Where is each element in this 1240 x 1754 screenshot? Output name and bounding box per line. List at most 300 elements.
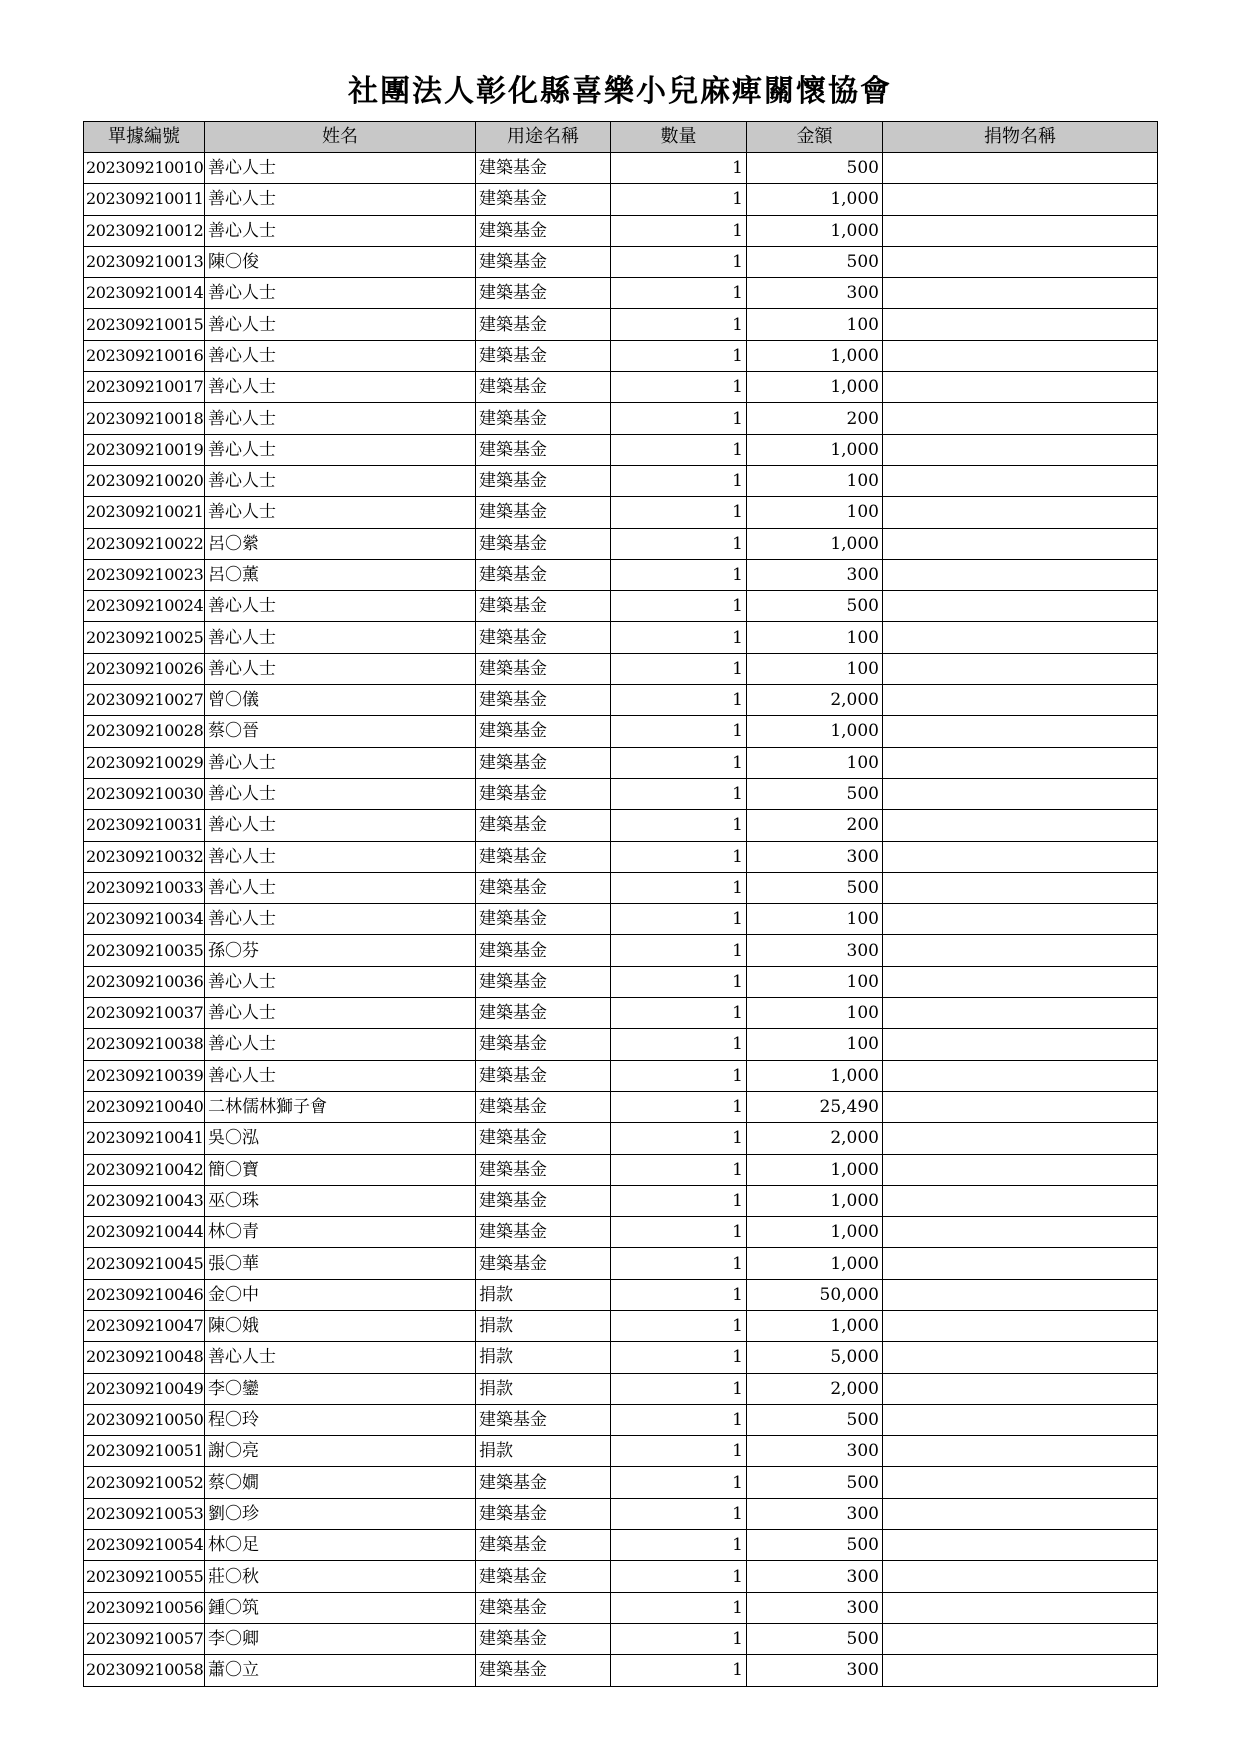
table-row (84, 841, 1158, 872)
cell-name: 林〇青 (205, 1217, 476, 1248)
cell-amount: 300 (747, 841, 883, 872)
cell-donated-item (883, 184, 1158, 215)
cell-quantity: 1 (611, 372, 747, 403)
table-row (84, 1310, 1158, 1341)
table-row (84, 622, 1158, 653)
cell-name: 蔡〇嫺 (205, 1467, 476, 1498)
table-row (84, 403, 1158, 434)
cell-receipt-no: 202309210044 (84, 1217, 205, 1248)
cell-receipt-no: 202309210049 (84, 1373, 205, 1404)
cell-amount: 1,000 (747, 434, 883, 465)
cell-quantity: 1 (611, 622, 747, 653)
cell-quantity: 1 (611, 1592, 747, 1623)
cell-quantity: 1 (611, 841, 747, 872)
table-row (84, 1561, 1158, 1592)
table-row (84, 966, 1158, 997)
cell-name: 善心人士 (205, 653, 476, 684)
table-row (84, 1436, 1158, 1467)
cell-name: 善心人士 (205, 309, 476, 340)
cell-receipt-no: 202309210041 (84, 1123, 205, 1154)
cell-name: 二林儒林獅子會 (205, 1091, 476, 1122)
cell-amount: 50,000 (747, 1279, 883, 1310)
cell-name: 善心人士 (205, 434, 476, 465)
cell-name: 善心人士 (205, 904, 476, 935)
cell-receipt-no: 202309210013 (84, 246, 205, 277)
cell-amount: 300 (747, 1436, 883, 1467)
cell-amount: 100 (747, 622, 883, 653)
cell-receipt-no: 202309210037 (84, 998, 205, 1029)
cell-amount: 1,000 (747, 1248, 883, 1279)
cell-donated-item (883, 1310, 1158, 1341)
table-row (84, 278, 1158, 309)
cell-receipt-no: 202309210017 (84, 372, 205, 403)
table-row (84, 1467, 1158, 1498)
cell-receipt-no: 202309210048 (84, 1342, 205, 1373)
cell-purpose: 捐款 (476, 1342, 611, 1373)
cell-donated-item (883, 1154, 1158, 1185)
cell-donated-item (883, 622, 1158, 653)
cell-name: 李〇卿 (205, 1623, 476, 1654)
cell-donated-item (883, 1655, 1158, 1686)
cell-name: 善心人士 (205, 278, 476, 309)
cell-purpose: 建築基金 (476, 1185, 611, 1216)
cell-purpose: 建築基金 (476, 372, 611, 403)
cell-quantity: 1 (611, 1623, 747, 1654)
cell-receipt-no: 202309210045 (84, 1248, 205, 1279)
cell-purpose: 建築基金 (476, 1029, 611, 1060)
cell-amount: 1,000 (747, 1060, 883, 1091)
table-row (84, 1154, 1158, 1185)
cell-donated-item (883, 1279, 1158, 1310)
cell-receipt-no: 202309210042 (84, 1154, 205, 1185)
cell-donated-item (883, 998, 1158, 1029)
cell-receipt-no: 202309210026 (84, 653, 205, 684)
cell-donated-item (883, 528, 1158, 559)
cell-name: 善心人士 (205, 1060, 476, 1091)
cell-quantity: 1 (611, 153, 747, 184)
cell-purpose: 建築基金 (476, 403, 611, 434)
cell-name: 鍾〇筑 (205, 1592, 476, 1623)
cell-quantity: 1 (611, 966, 747, 997)
cell-quantity: 1 (611, 1373, 747, 1404)
cell-quantity: 1 (611, 872, 747, 903)
cell-donated-item (883, 1248, 1158, 1279)
cell-receipt-no: 202309210055 (84, 1561, 205, 1592)
cell-amount: 500 (747, 246, 883, 277)
cell-amount: 1,000 (747, 1154, 883, 1185)
cell-donated-item (883, 653, 1158, 684)
cell-name: 善心人士 (205, 998, 476, 1029)
cell-purpose: 建築基金 (476, 1530, 611, 1561)
column-header-purpose: 用途名稱 (476, 122, 611, 153)
cell-receipt-no: 202309210040 (84, 1091, 205, 1122)
table-row (84, 309, 1158, 340)
cell-amount: 300 (747, 1592, 883, 1623)
cell-receipt-no: 202309210019 (84, 434, 205, 465)
table-row (84, 810, 1158, 841)
cell-quantity: 1 (611, 1436, 747, 1467)
cell-amount: 100 (747, 497, 883, 528)
cell-amount: 25,490 (747, 1091, 883, 1122)
column-header-amount: 金額 (747, 122, 883, 153)
cell-amount: 100 (747, 966, 883, 997)
cell-amount: 1,000 (747, 215, 883, 246)
cell-name: 善心人士 (205, 1342, 476, 1373)
cell-receipt-no: 202309210057 (84, 1623, 205, 1654)
cell-amount: 300 (747, 1655, 883, 1686)
cell-receipt-no: 202309210031 (84, 810, 205, 841)
cell-purpose: 建築基金 (476, 1123, 611, 1154)
cell-donated-item (883, 1623, 1158, 1654)
cell-purpose: 建築基金 (476, 653, 611, 684)
cell-donated-item (883, 1467, 1158, 1498)
cell-purpose: 建築基金 (476, 1655, 611, 1686)
cell-amount: 1,000 (747, 1185, 883, 1216)
cell-purpose: 建築基金 (476, 559, 611, 590)
cell-amount: 100 (747, 653, 883, 684)
cell-amount: 1,000 (747, 528, 883, 559)
cell-name: 吳〇泓 (205, 1123, 476, 1154)
cell-name: 劉〇珍 (205, 1498, 476, 1529)
cell-amount: 2,000 (747, 1373, 883, 1404)
cell-purpose: 建築基金 (476, 434, 611, 465)
cell-name: 呂〇縈 (205, 528, 476, 559)
table-row (84, 528, 1158, 559)
cell-purpose: 建築基金 (476, 340, 611, 371)
cell-donated-item (883, 716, 1158, 747)
table-row (84, 1592, 1158, 1623)
table-row (84, 246, 1158, 277)
cell-name: 善心人士 (205, 778, 476, 809)
cell-amount: 500 (747, 1404, 883, 1435)
cell-quantity: 1 (611, 1029, 747, 1060)
cell-purpose: 建築基金 (476, 872, 611, 903)
cell-name: 善心人士 (205, 810, 476, 841)
cell-amount: 200 (747, 810, 883, 841)
table-row (84, 778, 1158, 809)
cell-donated-item (883, 1029, 1158, 1060)
cell-purpose: 建築基金 (476, 1467, 611, 1498)
table-row (84, 153, 1158, 184)
table-row (84, 1185, 1158, 1216)
cell-name: 善心人士 (205, 465, 476, 496)
column-header-name: 姓名 (205, 122, 476, 153)
cell-purpose: 捐款 (476, 1373, 611, 1404)
cell-quantity: 1 (611, 1655, 747, 1686)
cell-amount: 100 (747, 998, 883, 1029)
cell-quantity: 1 (611, 340, 747, 371)
table-row (84, 747, 1158, 778)
table-row (84, 184, 1158, 215)
cell-donated-item (883, 1217, 1158, 1248)
cell-receipt-no: 202309210036 (84, 966, 205, 997)
cell-purpose: 建築基金 (476, 1154, 611, 1185)
cell-quantity: 1 (611, 810, 747, 841)
cell-donated-item (883, 1561, 1158, 1592)
cell-name: 蕭〇立 (205, 1655, 476, 1686)
cell-name: 莊〇秋 (205, 1561, 476, 1592)
cell-receipt-no: 202309210056 (84, 1592, 205, 1623)
cell-purpose: 建築基金 (476, 1217, 611, 1248)
cell-receipt-no: 202309210038 (84, 1029, 205, 1060)
cell-donated-item (883, 309, 1158, 340)
cell-purpose: 建築基金 (476, 1561, 611, 1592)
table-row (84, 1404, 1158, 1435)
cell-quantity: 1 (611, 1404, 747, 1435)
cell-purpose: 建築基金 (476, 1592, 611, 1623)
cell-purpose: 建築基金 (476, 778, 611, 809)
cell-receipt-no: 202309210051 (84, 1436, 205, 1467)
cell-receipt-no: 202309210047 (84, 1310, 205, 1341)
cell-receipt-no: 202309210035 (84, 935, 205, 966)
cell-amount: 100 (747, 1029, 883, 1060)
cell-name: 善心人士 (205, 872, 476, 903)
cell-quantity: 1 (611, 1248, 747, 1279)
cell-name: 張〇華 (205, 1248, 476, 1279)
cell-name: 巫〇珠 (205, 1185, 476, 1216)
cell-quantity: 1 (611, 403, 747, 434)
table-row (84, 1091, 1158, 1122)
cell-receipt-no: 202309210029 (84, 747, 205, 778)
cell-donated-item (883, 935, 1158, 966)
cell-purpose: 建築基金 (476, 622, 611, 653)
table-row (84, 591, 1158, 622)
cell-quantity: 1 (611, 278, 747, 309)
table-row (84, 998, 1158, 1029)
cell-quantity: 1 (611, 1154, 747, 1185)
cell-donated-item (883, 215, 1158, 246)
cell-receipt-no: 202309210015 (84, 309, 205, 340)
cell-name: 孫〇芬 (205, 935, 476, 966)
header-row (84, 122, 1158, 153)
cell-donated-item (883, 1436, 1158, 1467)
cell-receipt-no: 202309210053 (84, 1498, 205, 1529)
cell-name: 善心人士 (205, 372, 476, 403)
table-row (84, 1498, 1158, 1529)
cell-donated-item (883, 372, 1158, 403)
cell-amount: 500 (747, 1467, 883, 1498)
cell-name: 簡〇寶 (205, 1154, 476, 1185)
cell-quantity: 1 (611, 215, 747, 246)
column-header-quantity: 數量 (611, 122, 747, 153)
cell-donated-item (883, 153, 1158, 184)
cell-purpose: 建築基金 (476, 1623, 611, 1654)
table-row (84, 935, 1158, 966)
cell-donated-item (883, 1185, 1158, 1216)
cell-receipt-no: 202309210011 (84, 184, 205, 215)
cell-amount: 1,000 (747, 1217, 883, 1248)
cell-amount: 1,000 (747, 1310, 883, 1341)
cell-donated-item (883, 497, 1158, 528)
cell-purpose: 建築基金 (476, 184, 611, 215)
table-row (84, 685, 1158, 716)
cell-name: 善心人士 (205, 215, 476, 246)
cell-name: 謝〇亮 (205, 1436, 476, 1467)
cell-donated-item (883, 1060, 1158, 1091)
cell-donated-item (883, 1123, 1158, 1154)
cell-donated-item (883, 1592, 1158, 1623)
table-row (84, 904, 1158, 935)
cell-quantity: 1 (611, 591, 747, 622)
cell-purpose: 建築基金 (476, 1248, 611, 1279)
cell-receipt-no: 202309210052 (84, 1467, 205, 1498)
cell-name: 善心人士 (205, 966, 476, 997)
cell-amount: 500 (747, 872, 883, 903)
cell-donated-item (883, 1373, 1158, 1404)
table-row (84, 340, 1158, 371)
cell-name: 善心人士 (205, 184, 476, 215)
cell-purpose: 建築基金 (476, 1404, 611, 1435)
cell-receipt-no: 202309210046 (84, 1279, 205, 1310)
cell-quantity: 1 (611, 1060, 747, 1091)
cell-donated-item (883, 591, 1158, 622)
table-row (84, 465, 1158, 496)
cell-amount: 300 (747, 1561, 883, 1592)
column-header-receipt-no: 單據編號 (84, 122, 205, 153)
table-row (84, 497, 1158, 528)
cell-purpose: 建築基金 (476, 1498, 611, 1529)
table-row (84, 1029, 1158, 1060)
table-row (84, 1123, 1158, 1154)
cell-receipt-no: 202309210021 (84, 497, 205, 528)
cell-receipt-no: 202309210034 (84, 904, 205, 935)
cell-donated-item (883, 340, 1158, 371)
cell-quantity: 1 (611, 465, 747, 496)
cell-amount: 1,000 (747, 340, 883, 371)
cell-quantity: 1 (611, 935, 747, 966)
cell-donated-item (883, 278, 1158, 309)
cell-quantity: 1 (611, 1498, 747, 1529)
cell-name: 善心人士 (205, 403, 476, 434)
cell-purpose: 捐款 (476, 1436, 611, 1467)
cell-quantity: 1 (611, 246, 747, 277)
cell-amount: 500 (747, 591, 883, 622)
cell-purpose: 建築基金 (476, 528, 611, 559)
cell-name: 程〇玲 (205, 1404, 476, 1435)
cell-receipt-no: 202309210010 (84, 153, 205, 184)
cell-quantity: 1 (611, 1342, 747, 1373)
cell-receipt-no: 202309210033 (84, 872, 205, 903)
table-row (84, 1060, 1158, 1091)
cell-receipt-no: 202309210058 (84, 1655, 205, 1686)
cell-amount: 100 (747, 309, 883, 340)
cell-name: 金〇中 (205, 1279, 476, 1310)
cell-quantity: 1 (611, 559, 747, 590)
table-body (84, 153, 1158, 1687)
table-row (84, 1279, 1158, 1310)
cell-amount: 100 (747, 465, 883, 496)
cell-purpose: 建築基金 (476, 841, 611, 872)
cell-donated-item (883, 403, 1158, 434)
cell-amount: 300 (747, 1498, 883, 1529)
cell-purpose: 建築基金 (476, 591, 611, 622)
cell-purpose: 建築基金 (476, 810, 611, 841)
cell-receipt-no: 202309210020 (84, 465, 205, 496)
cell-receipt-no: 202309210024 (84, 591, 205, 622)
cell-donated-item (883, 434, 1158, 465)
cell-amount: 2,000 (747, 685, 883, 716)
cell-quantity: 1 (611, 904, 747, 935)
cell-quantity: 1 (611, 1091, 747, 1122)
cell-amount: 300 (747, 559, 883, 590)
cell-donated-item (883, 1498, 1158, 1529)
cell-purpose: 建築基金 (476, 904, 611, 935)
cell-amount: 1,000 (747, 716, 883, 747)
table-row (84, 372, 1158, 403)
cell-purpose: 建築基金 (476, 685, 611, 716)
cell-donated-item (883, 841, 1158, 872)
cell-donated-item (883, 1530, 1158, 1561)
table-row (84, 1655, 1158, 1686)
cell-receipt-no: 202309210023 (84, 559, 205, 590)
cell-amount: 100 (747, 747, 883, 778)
table-row (84, 1373, 1158, 1404)
cell-quantity: 1 (611, 1123, 747, 1154)
cell-receipt-no: 202309210025 (84, 622, 205, 653)
cell-amount: 300 (747, 278, 883, 309)
table-row (84, 716, 1158, 747)
cell-donated-item (883, 1342, 1158, 1373)
cell-name: 善心人士 (205, 841, 476, 872)
cell-name: 善心人士 (205, 153, 476, 184)
cell-amount: 500 (747, 1530, 883, 1561)
cell-quantity: 1 (611, 685, 747, 716)
table-row (84, 653, 1158, 684)
cell-purpose: 捐款 (476, 1279, 611, 1310)
table-row (84, 1623, 1158, 1654)
cell-donated-item (883, 559, 1158, 590)
cell-donated-item (883, 966, 1158, 997)
table-row (84, 1342, 1158, 1373)
cell-donated-item (883, 1404, 1158, 1435)
cell-name: 蔡〇晉 (205, 716, 476, 747)
cell-quantity: 1 (611, 184, 747, 215)
cell-name: 李〇鑾 (205, 1373, 476, 1404)
cell-amount: 200 (747, 403, 883, 434)
cell-name: 呂〇薰 (205, 559, 476, 590)
document-title: 社團法人彰化縣喜樂小兒麻痺關懷協會 (348, 74, 892, 109)
cell-purpose: 建築基金 (476, 497, 611, 528)
cell-donated-item (883, 246, 1158, 277)
cell-name: 曾〇儀 (205, 685, 476, 716)
cell-purpose: 建築基金 (476, 246, 611, 277)
cell-donated-item (883, 778, 1158, 809)
cell-receipt-no: 202309210050 (84, 1404, 205, 1435)
cell-receipt-no: 202309210054 (84, 1530, 205, 1561)
cell-name: 陳〇俊 (205, 246, 476, 277)
cell-name: 林〇足 (205, 1530, 476, 1561)
cell-amount: 500 (747, 1623, 883, 1654)
cell-purpose: 捐款 (476, 1310, 611, 1341)
cell-name: 善心人士 (205, 591, 476, 622)
cell-purpose: 建築基金 (476, 278, 611, 309)
cell-purpose: 建築基金 (476, 309, 611, 340)
cell-name: 善心人士 (205, 497, 476, 528)
cell-receipt-no: 202309210027 (84, 685, 205, 716)
table-row (84, 1248, 1158, 1279)
cell-amount: 2,000 (747, 1123, 883, 1154)
cell-amount: 100 (747, 904, 883, 935)
cell-purpose: 建築基金 (476, 716, 611, 747)
donation-table (83, 121, 1158, 1687)
table-row (84, 1530, 1158, 1561)
cell-receipt-no: 202309210030 (84, 778, 205, 809)
cell-quantity: 1 (611, 1467, 747, 1498)
cell-receipt-no: 202309210012 (84, 215, 205, 246)
cell-donated-item (883, 904, 1158, 935)
cell-quantity: 1 (611, 747, 747, 778)
table-row (84, 434, 1158, 465)
